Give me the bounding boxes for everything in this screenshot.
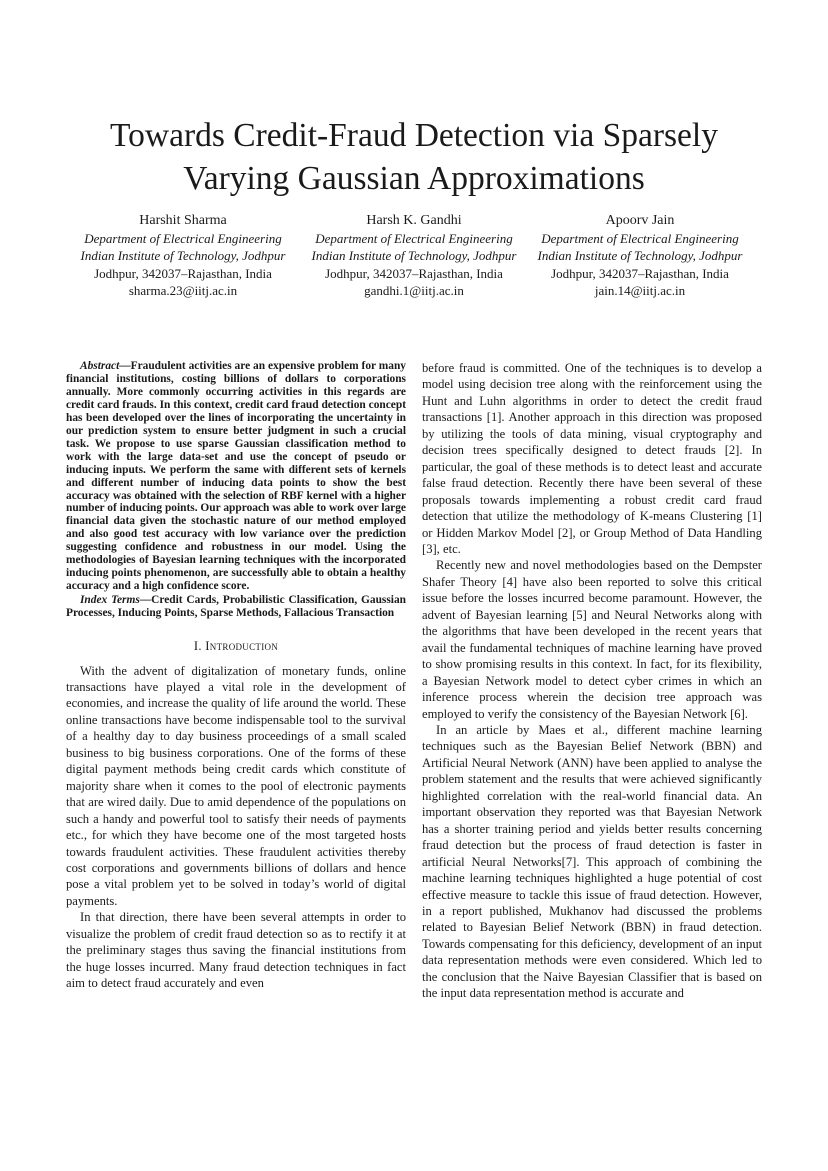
abstract-label: Abstract — [80, 360, 120, 372]
paragraph: Recently new and novel methodologies based on the Dempster Shafer Theory [4] have also been reported to solve this critical issue before the losses incurred become paramount. However, the advent of Bayesian learning [5] and Neural Networks along with the algorithms that have been developed in the recent years that avail the fundamental techniques of machine learning have proved to show promising results in this context. In fact, for its flexibility, a Bayesian Network model to detect cyber crimes in which an inference process wherein the decision tree approach was employed to verify the consistency of the Bayesian Network [6]. — [422, 558, 762, 721]
index-terms-label: Index Terms — [80, 594, 140, 607]
left-column — [66, 360, 406, 992]
author-email: sharma.23@iitj.ac.in — [128, 283, 238, 298]
paper-title: Towards Credit-Fraud Detection via Sparsely Varying Gaussian Approximations — [110, 117, 718, 197]
author-department: Department of Electrical Engineering — [315, 230, 513, 246]
author-name: Harsh K. Gandhi — [366, 213, 462, 228]
author-institution: Indian Institute of Technology, Jodhpur — [80, 248, 286, 263]
abstract — [66, 360, 406, 593]
author-department: Department of Electrical Engineering — [541, 230, 739, 246]
index-terms-text: —Credit Cards, Probabilistic Classification, Gaussian Processes, Inducing Points, Sparse Methods, Fallacious Transaction — [66, 594, 406, 620]
paragraph: before fraud is committed. One of the techniques is to develop a model using decision tree along with the reinforcement using the Hunt and Luhn algorithms in order to detect the credit fraud transactions [1]. Another approach in this direction was proposed by utilizing the tools of data mining, visual cryptography and decision trees specifically designed to detect frauds [2]. In particular, the goal of these methods is to detect least and accurate false fraud detection. Recently there have been several of these proposals towards implementing a robust credit card fraud detection that utilize the methodology of K-means Clustering [1] or Hidden Markov Model [2], or Group Method of Data Handling [3], etc. — [422, 361, 762, 556]
author-name: Apoorv Jain — [605, 213, 675, 228]
right-column — [422, 360, 762, 1002]
author-1 — [58, 212, 308, 300]
author-2 — [289, 212, 539, 300]
section-heading-introduction — [66, 638, 406, 654]
author-institution: Indian Institute of Technology, Jodhpur — [537, 248, 743, 263]
author-3 — [515, 212, 765, 300]
author-institution: Indian Institute of Technology, Jodhpur — [311, 248, 517, 263]
author-address: Jodhpur, 342037–Rajasthan, India — [94, 265, 272, 281]
index-terms — [66, 594, 406, 620]
author-address: Jodhpur, 342037–Rajasthan, India — [325, 265, 503, 281]
author-name: Harshit Sharma — [139, 213, 227, 228]
author-department: Department of Electrical Engineering — [84, 230, 282, 246]
author-address: Jodhpur, 342037–Rajasthan, India — [551, 265, 729, 281]
author-email: gandhi.1@iitj.ac.in — [364, 283, 464, 298]
abstract-text: —Fraudulent activities are an expensive problem for many financial institutions, costing billions of dollars to corporations annually. More commonly occurring activities in this regards are credit card frauds. In this context, credit card fraud detection concept has been developed over the lines of incorporating the uncertainty in our prediction system to ensure better judgment in such a crucial task. We propose to use sparse Gaussian classification method to work with the large data-set and use the concept of pseudo or inducing inputs. We perform the same with different sets of kernels and different number of inducing data points to show the best accuracy was obtained with the selection of RBF kernel with a higher number of inducing points. Our approach was able to work over large financial data given the stochastic nature of our method employed and also good test accuracy with low variance over the prediction suggesting confidence and robustness in our model. Using the methodologies of Bayesian learning techniques with the incorporated inducing points phenomenon, are successfully able to obtain a healthy accuracy and a high confidence score. — [66, 360, 406, 593]
paragraph: In an article by Maes et al., different machine learning techniques such as the Bayesian Belief Network (BBN) and Artificial Neural Network (ANN) have been applied to analyse the problem statement and the results that were achieved significantly highlighted correlation with the real-world financial data. An important observation they reported was that Bayesian Network has a shorter training period and yields better results concerning fraud detection but the process of fraud detection is faster in artificial Neural Networks[7]. This approach of combining the machine learning techniques highlighted a huge potential of cost effective measure to tackle this issue of fraud detection. However, in a report published, Mukhanov had discussed the problems related to Bayesian Belief Network (BBN) in fraud detection. Towards compensating for this deficiency, development of an input data representation methods were even considered. Which led to the conclusion that the Naive Bayesian Classifier that is based on the input data representation method is accurate and — [422, 722, 762, 1001]
section-title: Introduction — [205, 639, 279, 654]
section-number: I. — [193, 639, 202, 654]
author-email: jain.14@iitj.ac.in — [594, 283, 686, 298]
paragraph: With the advent of digitalization of monetary funds, online transactions have played a vital role in the development of economies, and increase the quality of life around the world. These online transactions have become indispensable tool to the survival of a healthy day to day business proceedings of a small scaled business to big business corporations. One of the forms of these digital payment methods being credit cards which constitute of majority share when it comes to the pool of electronic payments that are wired daily. Due to amid dependence of the populations on such a handy and powerful tool to satisfy their needs of payments etc., for which they have become one of the most targeted hosts towards fraudulent activities. These fraudulent activities thereby cost corporations and governments billions of dollars and hence pose a vital problem yet to be solved in today’s world of digital payments. — [66, 663, 406, 908]
paragraph: In that direction, there have been several attempts in order to visualize the problem of credit fraud detection so as to rectify it at the preliminary stages thus saving the financial institutions from the huge losses incurred. Many fraud detection techniques in fact aim to detect fraud accurately and even — [66, 910, 406, 991]
